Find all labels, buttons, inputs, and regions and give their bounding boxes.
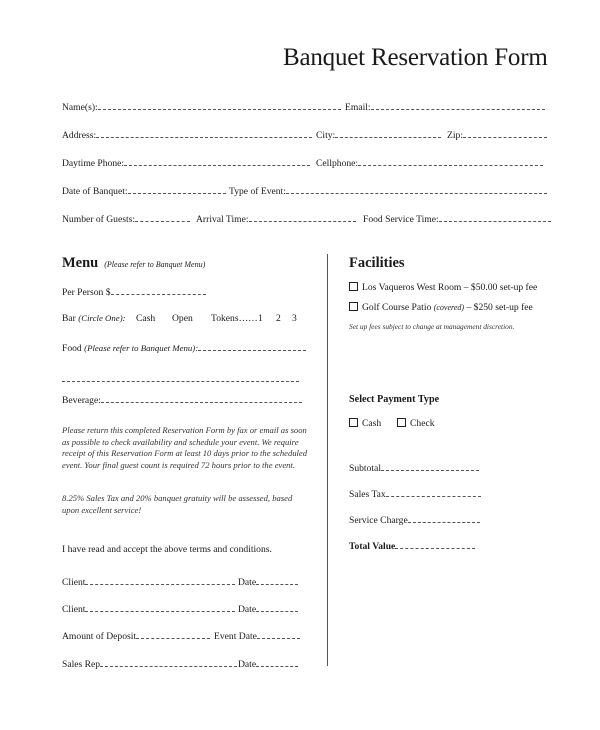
zip-field[interactable]: Zip: [447, 129, 547, 141]
beverage-line[interactable] [101, 394, 302, 403]
city-field[interactable]: City: [316, 129, 441, 141]
food-service-time-field[interactable]: Food Service Time: [363, 213, 551, 225]
food-line-2[interactable] [62, 369, 299, 387]
tax-note-text: 8.25% Sales Tax and 20% banquet gratuity will be assessed, based upon excellent service! [62, 493, 293, 515]
checkbox-icon[interactable] [349, 418, 358, 427]
facilities-note: Set up fees subject to change at management discretion. [349, 322, 515, 331]
payment-check-option[interactable]: Check [397, 418, 435, 429]
type-of-event-field[interactable]: Type of Event: [229, 185, 547, 197]
event-date-field[interactable]: Event Date [214, 630, 300, 642]
bar-note: (Circle One): [78, 313, 126, 323]
date-line-3[interactable] [256, 658, 298, 667]
client-line-2[interactable] [85, 603, 235, 612]
checkbox-icon[interactable] [397, 418, 406, 427]
service-charge-field[interactable]: Service Charge [349, 514, 480, 526]
sales-tax-line[interactable] [386, 488, 481, 497]
names-line[interactable] [98, 101, 341, 110]
menu-heading: Menu [62, 255, 99, 271]
token-1-option[interactable]: 1 [258, 313, 263, 324]
date-field-3[interactable]: Date [238, 658, 298, 670]
client-field-1[interactable]: Client [62, 576, 235, 588]
sales-rep-line[interactable] [100, 658, 237, 667]
column-divider [327, 254, 328, 666]
per-person-field[interactable]: Per Person $ [62, 286, 206, 298]
bar-label: Bar [62, 313, 76, 324]
menu-heading-row [62, 254, 205, 272]
date-field-1[interactable]: Date [238, 576, 298, 588]
zip-line[interactable] [463, 129, 547, 138]
address-line[interactable] [96, 129, 312, 138]
food-field[interactable]: Food (Please refer to Banquet Menu): [62, 342, 306, 354]
cellphone-field[interactable]: Cellphone: [316, 157, 543, 169]
payment-cash-option[interactable]: Cash [349, 418, 381, 429]
bar-cash-option[interactable]: Cash [136, 313, 156, 324]
client-line-1[interactable] [85, 576, 235, 585]
city-line[interactable] [335, 129, 441, 138]
arrival-time-field[interactable]: Arrival Time: [196, 213, 356, 225]
token-2-option[interactable]: 2 [276, 313, 281, 324]
amount-of-deposit-line[interactable] [136, 630, 210, 639]
date-of-banquet-field[interactable]: Date of Banquet: [62, 185, 226, 197]
daytime-phone-field[interactable]: Daytime Phone: [62, 157, 310, 169]
date-field-2[interactable]: Date [238, 603, 298, 615]
page-title: Banquet Reservation Form [283, 44, 548, 71]
bar-open-option[interactable]: Open [172, 313, 193, 324]
event-date-line[interactable] [257, 630, 300, 639]
cellphone-line[interactable] [358, 157, 543, 166]
service-charge-line[interactable] [408, 514, 480, 523]
number-of-guests-line[interactable] [135, 213, 190, 222]
email-line[interactable] [371, 101, 545, 110]
amount-of-deposit-field[interactable]: Amount of Deposit [62, 630, 210, 642]
client-field-2[interactable]: Client [62, 603, 235, 615]
sales-tax-field[interactable]: Sales Tax [349, 488, 481, 500]
checkbox-icon[interactable] [349, 302, 358, 311]
agreement-text: I have read and accept the above terms and conditions. [62, 544, 272, 555]
bar-row [62, 313, 126, 324]
daytime-phone-line[interactable] [124, 157, 310, 166]
date-line-2[interactable] [256, 603, 298, 612]
subtotal-field[interactable]: Subtotal [349, 462, 479, 474]
per-person-line[interactable] [111, 286, 206, 295]
checkbox-icon[interactable] [349, 282, 358, 291]
sales-rep-field[interactable]: Sales Rep [62, 658, 237, 670]
names-field[interactable]: Name(s): [62, 101, 341, 113]
token-3-option[interactable]: 3 [292, 313, 297, 324]
beverage-field[interactable]: Beverage: [62, 394, 302, 406]
food-service-time-line[interactable] [439, 213, 551, 222]
date-of-banquet-line[interactable] [128, 185, 226, 194]
total-value-line[interactable] [395, 540, 475, 549]
bar-tokens-option[interactable]: Tokens…… [211, 313, 258, 324]
type-of-event-line[interactable] [286, 185, 547, 194]
total-value-field[interactable]: Total Value [349, 540, 475, 552]
email-field[interactable]: Email: [345, 101, 545, 113]
instructions-text: Please return this completed Reservation Form by fax or email as soon as possible to check availability and schedule your event. We require receipt of this Reservation Form at least 10 days prior to the scheduled event. Your final guest count is required 72 hours prior to the event. [62, 425, 308, 470]
facilities-heading: Facilities [349, 255, 405, 271]
food-line[interactable] [198, 342, 306, 351]
payment-heading: Select Payment Type [349, 394, 440, 405]
facility-option-west-room[interactable]: Los Vaqueros West Room – $50.00 set-up fee [349, 282, 537, 293]
subtotal-line[interactable] [381, 462, 479, 471]
date-line-1[interactable] [256, 576, 298, 585]
number-of-guests-field[interactable]: Number of Guests: [62, 213, 190, 225]
facility-option-golf-patio[interactable]: Golf Course Patio (covered) – $250 set-up fee [349, 302, 533, 313]
menu-note: (Please refer to Banquet Menu) [104, 260, 206, 269]
arrival-time-line[interactable] [249, 213, 356, 222]
address-field[interactable]: Address: [62, 129, 312, 141]
